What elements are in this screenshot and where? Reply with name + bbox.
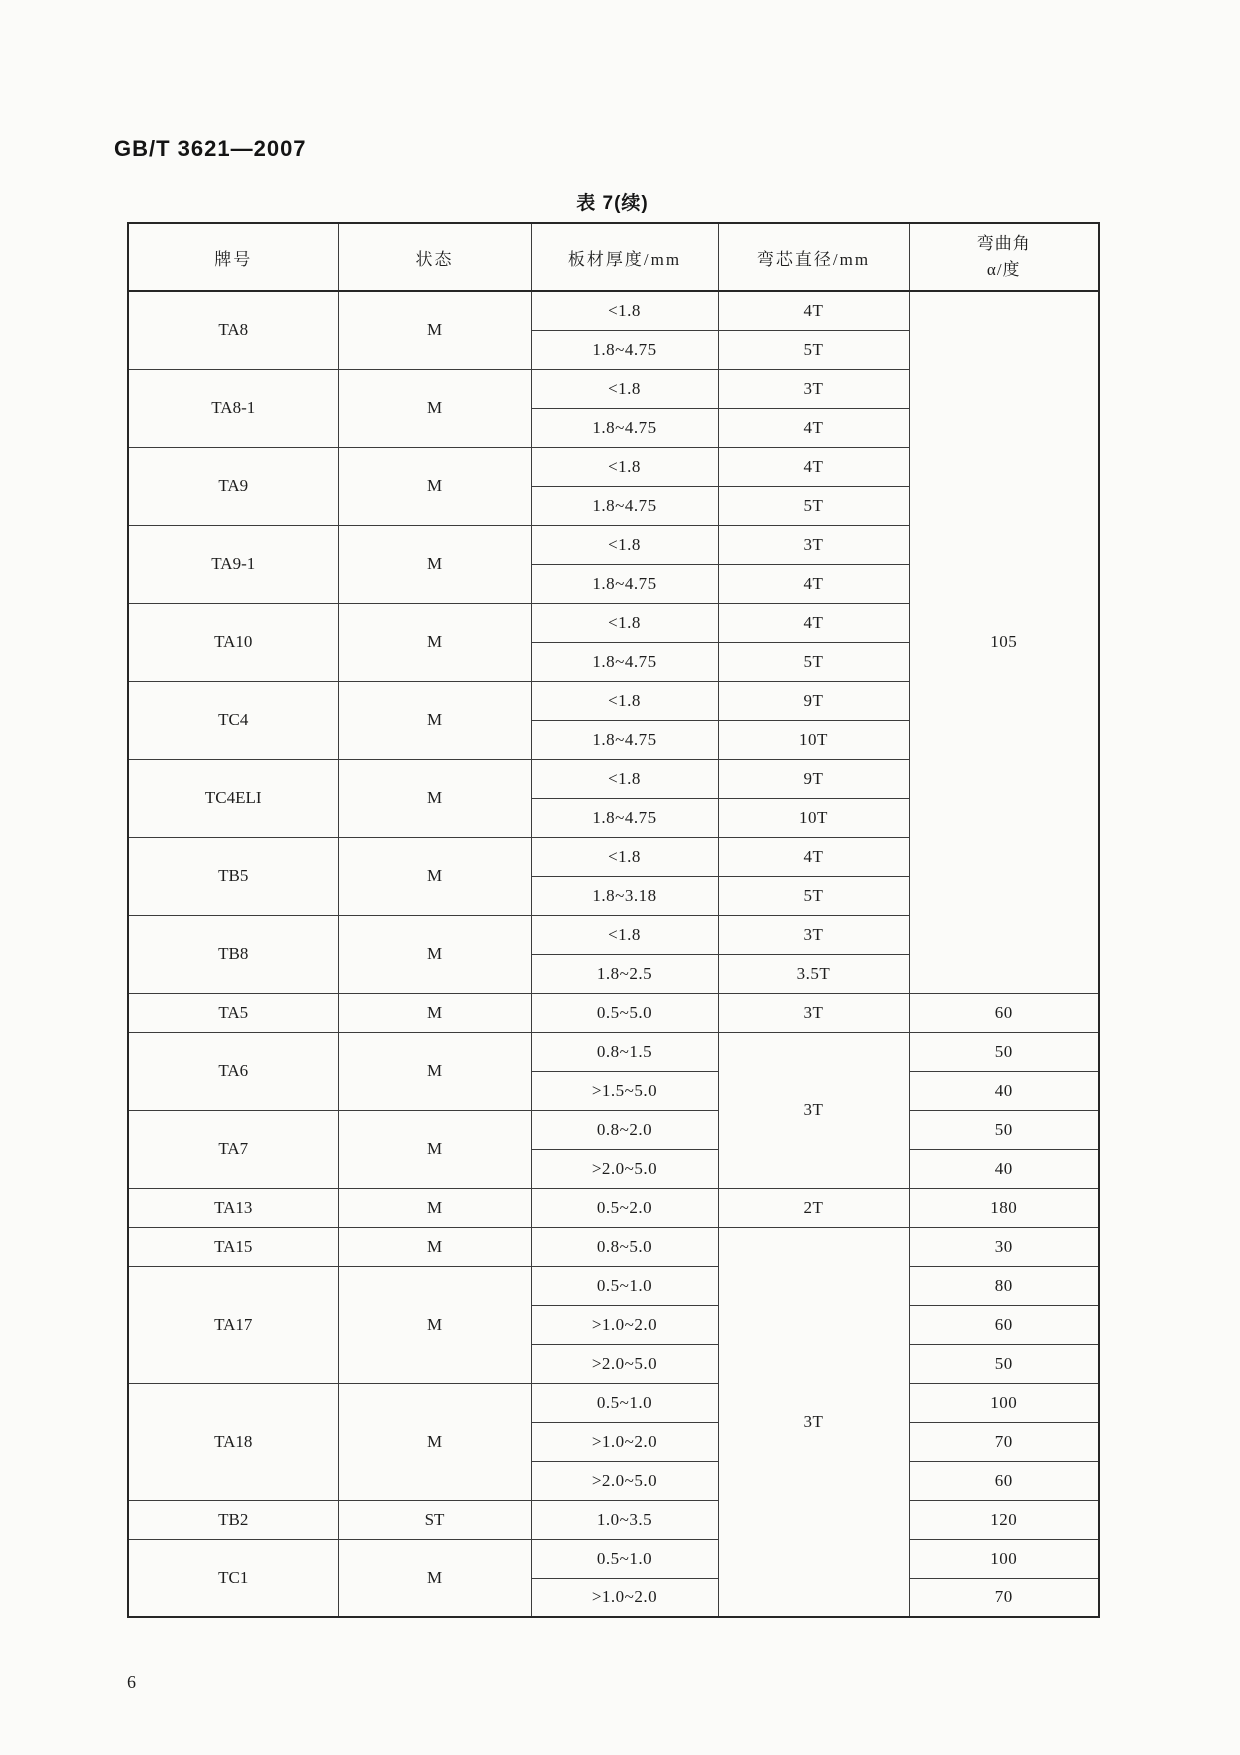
cell-state: M — [338, 837, 531, 915]
cell-diameter: 3.5T — [718, 954, 909, 993]
cell-thickness: 0.8~1.5 — [531, 1032, 718, 1071]
cell-state: M — [338, 681, 531, 759]
table-title: 表 7(续) — [576, 193, 649, 214]
cell-thickness: 0.5~1.0 — [531, 1383, 718, 1422]
cell-angle: 40 — [909, 1071, 1099, 1110]
cell-diameter: 5T — [718, 486, 909, 525]
cell-state: M — [338, 993, 531, 1032]
cell-thickness: <1.8 — [531, 837, 718, 876]
cell-diameter: 4T — [718, 564, 909, 603]
cell-thickness: <1.8 — [531, 603, 718, 642]
doc-number: GB/T 3621—2007 — [114, 136, 307, 161]
cell-grade: TA10 — [128, 603, 338, 681]
cell-diameter: 5T — [718, 876, 909, 915]
cell-thickness: <1.8 — [531, 291, 718, 330]
header-row — [128, 223, 1099, 291]
cell-diameter-merged: 3T — [718, 1227, 909, 1617]
cell-thickness: <1.8 — [531, 525, 718, 564]
col-header-state: 状态 — [338, 223, 531, 291]
cell-grade: TA7 — [128, 1110, 338, 1188]
cell-thickness: 1.0~3.5 — [531, 1500, 718, 1539]
cell-thickness: 1.8~3.18 — [531, 876, 718, 915]
cell-thickness: 0.8~5.0 — [531, 1227, 718, 1266]
cell-grade: TA8 — [128, 291, 338, 369]
cell-thickness: 1.8~4.75 — [531, 564, 718, 603]
cell-grade: TB8 — [128, 915, 338, 993]
page-number: 6 — [127, 1672, 136, 1692]
cell-diameter: 3T — [718, 915, 909, 954]
cell-state: M — [338, 1188, 531, 1227]
cell-diameter: 3T — [718, 993, 909, 1032]
cell-thickness: >1.0~2.0 — [531, 1578, 718, 1617]
cell-grade: TC4 — [128, 681, 338, 759]
cell-angle: 120 — [909, 1500, 1099, 1539]
cell-diameter: 4T — [718, 408, 909, 447]
cell-state: M — [338, 1383, 531, 1500]
cell-diameter: 9T — [718, 759, 909, 798]
cell-angle: 100 — [909, 1383, 1099, 1422]
cell-grade: TC4ELI — [128, 759, 338, 837]
col-header-thickness: 板材厚度/mm — [531, 223, 718, 291]
cell-grade: TA6 — [128, 1032, 338, 1110]
cell-state: M — [338, 525, 531, 603]
cell-thickness: 1.8~2.5 — [531, 954, 718, 993]
cell-thickness: >1.5~5.0 — [531, 1071, 718, 1110]
cell-grade: TA9 — [128, 447, 338, 525]
cell-diameter: 10T — [718, 798, 909, 837]
cell-thickness: 1.8~4.75 — [531, 720, 718, 759]
cell-grade: TA13 — [128, 1188, 338, 1227]
cell-diameter: 5T — [718, 642, 909, 681]
cell-thickness: 0.5~1.0 — [531, 1539, 718, 1578]
cell-angle: 180 — [909, 1188, 1099, 1227]
cell-state: M — [338, 447, 531, 525]
cell-state: M — [338, 1032, 531, 1110]
cell-state: M — [338, 291, 531, 369]
cell-thickness: 0.8~2.0 — [531, 1110, 718, 1149]
cell-diameter: 4T — [718, 447, 909, 486]
cell-thickness: >2.0~5.0 — [531, 1344, 718, 1383]
cell-state: M — [338, 1110, 531, 1188]
cell-grade: TA18 — [128, 1383, 338, 1500]
cell-angle: 40 — [909, 1149, 1099, 1188]
cell-angle: 50 — [909, 1344, 1099, 1383]
cell-thickness: <1.8 — [531, 447, 718, 486]
cell-state: M — [338, 1539, 531, 1617]
table-row — [128, 1539, 1099, 1578]
cell-angle: 30 — [909, 1227, 1099, 1266]
cell-angle: 50 — [909, 1032, 1099, 1071]
cell-diameter: 4T — [718, 291, 909, 330]
cell-diameter: 4T — [718, 603, 909, 642]
cell-thickness: 1.8~4.75 — [531, 486, 718, 525]
cell-diameter: 9T — [718, 681, 909, 720]
col-header-angle-line1: 弯曲角 — [976, 233, 1031, 253]
cell-thickness: <1.8 — [531, 681, 718, 720]
cell-grade: TB2 — [128, 1500, 338, 1539]
cell-state: M — [338, 1266, 531, 1383]
cell-diameter: 10T — [718, 720, 909, 759]
cell-thickness: 0.5~1.0 — [531, 1266, 718, 1305]
cell-thickness: 0.5~2.0 — [531, 1188, 718, 1227]
table-row — [128, 291, 1099, 330]
cell-thickness: 1.8~4.75 — [531, 642, 718, 681]
cell-grade: TC1 — [128, 1539, 338, 1617]
cell-diameter: 4T — [718, 837, 909, 876]
table-row — [128, 1383, 1099, 1422]
cell-angle-merged: 105 — [909, 291, 1099, 993]
table-row — [128, 1266, 1099, 1305]
col-header-angle-line2: α/度 — [986, 260, 1021, 279]
cell-grade: TA15 — [128, 1227, 338, 1266]
cell-grade: TA9-1 — [128, 525, 338, 603]
cell-thickness: >2.0~5.0 — [531, 1149, 718, 1188]
cell-diameter: 5T — [718, 330, 909, 369]
col-header-angle — [909, 223, 1099, 291]
table-row — [128, 1032, 1099, 1071]
cell-thickness: <1.8 — [531, 915, 718, 954]
cell-thickness: >1.0~2.0 — [531, 1305, 718, 1344]
col-header-grade: 牌号 — [128, 223, 338, 291]
cell-thickness: 1.8~4.75 — [531, 408, 718, 447]
table-row — [128, 1227, 1099, 1266]
cell-diameter-merged: 3T — [718, 1032, 909, 1188]
cell-diameter: 3T — [718, 525, 909, 564]
cell-thickness: >1.0~2.0 — [531, 1422, 718, 1461]
cell-angle: 50 — [909, 1110, 1099, 1149]
cell-angle: 60 — [909, 1305, 1099, 1344]
cell-state: M — [338, 1227, 531, 1266]
cell-angle: 70 — [909, 1578, 1099, 1617]
col-header-diameter: 弯芯直径/mm — [718, 223, 909, 291]
cell-state: M — [338, 915, 531, 993]
table-row — [128, 1188, 1099, 1227]
cell-angle: 60 — [909, 993, 1099, 1032]
table-row — [128, 993, 1099, 1032]
cell-grade: TA5 — [128, 993, 338, 1032]
table-row — [128, 1110, 1099, 1149]
cell-angle: 60 — [909, 1461, 1099, 1500]
table-row — [128, 1500, 1099, 1539]
cell-state: ST — [338, 1500, 531, 1539]
cell-thickness: 1.8~4.75 — [531, 798, 718, 837]
cell-thickness: <1.8 — [531, 759, 718, 798]
cell-grade: TA17 — [128, 1266, 338, 1383]
cell-grade: TB5 — [128, 837, 338, 915]
cell-state: M — [338, 369, 531, 447]
cell-diameter: 2T — [718, 1188, 909, 1227]
cell-angle: 70 — [909, 1422, 1099, 1461]
cell-state: M — [338, 603, 531, 681]
cell-grade: TA8-1 — [128, 369, 338, 447]
cell-angle: 100 — [909, 1539, 1099, 1578]
cell-thickness: >2.0~5.0 — [531, 1461, 718, 1500]
cell-diameter: 3T — [718, 369, 909, 408]
cell-state: M — [338, 759, 531, 837]
cell-thickness: 1.8~4.75 — [531, 330, 718, 369]
cell-angle: 80 — [909, 1266, 1099, 1305]
bend-test-table — [127, 222, 1100, 1618]
cell-thickness: <1.8 — [531, 369, 718, 408]
cell-thickness: 0.5~5.0 — [531, 993, 718, 1032]
